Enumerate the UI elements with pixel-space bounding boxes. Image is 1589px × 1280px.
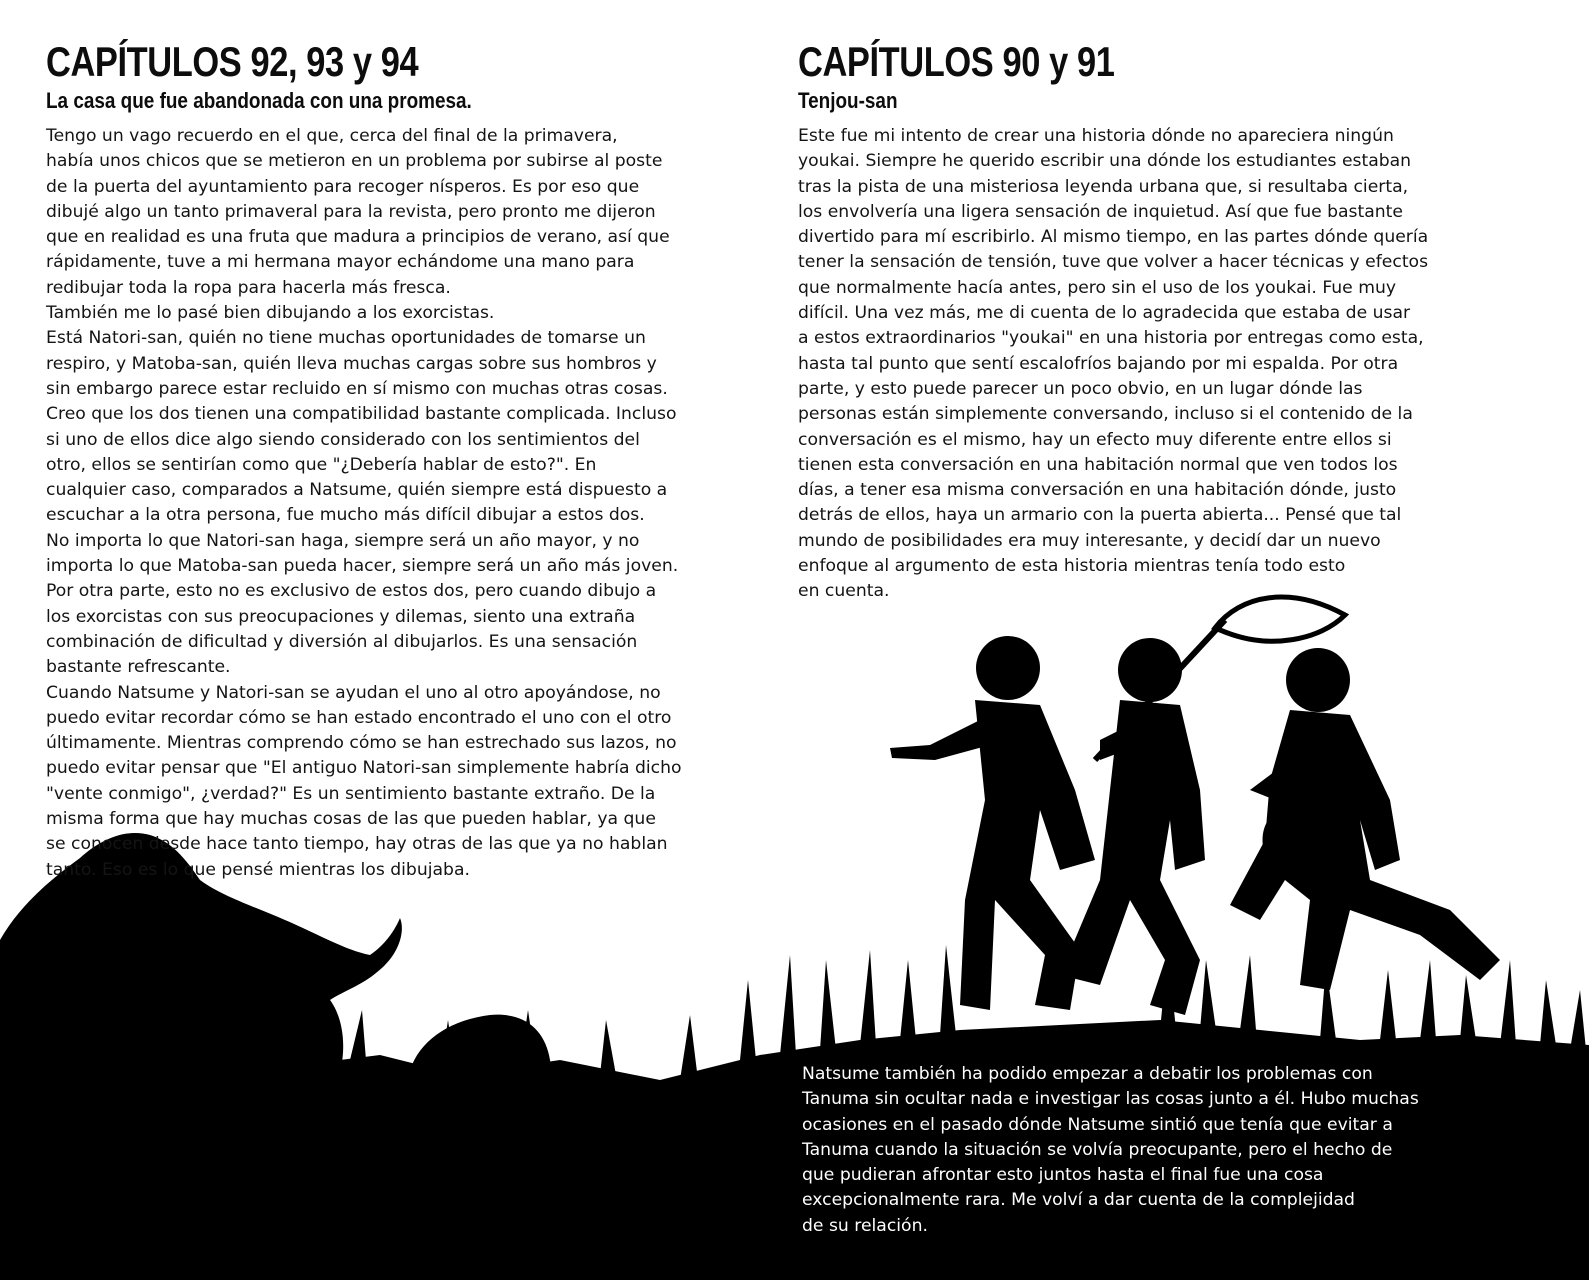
text-line: misma forma que hay muchas cosas de las que pueden hablar, ya que — [46, 809, 656, 830]
chapter-title: CAPÍTULOS 90 y 91 — [798, 38, 1115, 85]
text-line: a estos extraordinarios "youkai" en una historia por entregas como esta, — [798, 328, 1424, 349]
text-line: redibujar toda la ropa para hacerla más fresca. — [46, 277, 451, 298]
caption-line: de su relación. — [802, 1215, 928, 1236]
left-page — [0, 0, 794, 1280]
text-line: tener la sensación de tensión, tuve que volver a hacer técnicas y efectos — [798, 252, 1429, 273]
text-line: sin embargo parece estar recluido en sí mismo con muchas otras cosas. — [46, 378, 668, 399]
text-line: hasta tal punto que sentí escalofríos bajando por mi espalda. Por otra — [798, 353, 1399, 374]
text-line: otro, ellos se sentirían como que "¿Debería hablar de esto?". En — [46, 454, 597, 475]
text-line: Por otra parte, esto no es exclusivo de estos dos, pero cuando dibujo a — [46, 581, 657, 602]
chapter-commentary — [798, 124, 1488, 605]
text-line: de la puerta del ayuntamiento para recoger nísperos. Es por eso que — [46, 176, 640, 197]
text-line: en cuenta. — [798, 581, 890, 602]
text-line: se conocen desde hace tanto tiempo, hay otras de las que ya no hablan — [46, 834, 668, 855]
text-line: mundo de posibilidades era muy interesante, y decidí dar un nuevo — [798, 530, 1381, 551]
caption-line: Natsume también ha podido empezar a debatir los problemas con — [802, 1064, 1373, 1084]
text-line: "vente conmigo", ¿verdad?" Es un sentimiento bastante extraño. De la — [46, 783, 656, 804]
text-line: importa lo que Matoba-san pueda hacer, siempre será un año más joven. — [46, 556, 679, 577]
text-line: También me lo pasé bien dibujando a los exorcistas. — [46, 303, 495, 324]
text-line: últimamente. Mientras comprendo cómo se han estrechado sus lazos, no — [46, 733, 677, 754]
text-line: rápidamente, tuve a mi hermana mayor echándome una mano para — [46, 252, 635, 273]
text-line: youkai. Siempre he querido escribir una dónde los estudiantes estaban — [798, 151, 1412, 172]
text-line: personas están simplemente conversando, incluso si el contenido de la — [798, 404, 1413, 425]
text-line: No importa lo que Natori-san haga, siempre será un año mayor, y no — [46, 530, 640, 551]
text-line: enfoque al argumento de esta historia mientras tenía todo esto — [798, 556, 1346, 577]
text-line: que en realidad es una fruta que madura a principios de verano, así que — [46, 227, 670, 248]
text-line: había unos chicos que se metieron en un problema por subirse al poste — [46, 151, 663, 172]
text-line: divertido para mí escribirlo. Al mismo tiempo, en las partes dónde quería — [798, 227, 1429, 248]
text-line: tienen esta conversación en una habitación normal que ven todos los — [798, 454, 1398, 475]
caption-line: ocasiones en el pasado dónde Natsume sintió que tenía que evitar a — [802, 1114, 1393, 1135]
text-line: días, a tener esa misma conversación en una habitación dónde, justo — [798, 480, 1397, 501]
text-line: puedo evitar pensar que "El antiguo Natori-san simplemente habría dicho — [46, 758, 682, 779]
text-line: Tengo un vago recuerdo en el que, cerca del final de la primavera, — [46, 126, 618, 146]
text-line: cualquier caso, comparados a Natsume, quién siempre está dispuesto a — [46, 480, 668, 501]
image-caption — [802, 1062, 1502, 1239]
text-line: respiro, y Matoba-san, quién lleva muchas cargas sobre sus hombros y — [46, 353, 657, 374]
caption-line: excepcionalmente rara. Me volví a dar cuenta de la complejidad — [802, 1190, 1355, 1211]
text-line: que normalmente hacía antes, pero sin el uso de los youkai. Fue muy — [798, 277, 1397, 298]
caption-line: Tanuma cuando la situación se volvía preocupante, pero el hecho de — [802, 1139, 1393, 1160]
chapter-commentary — [46, 124, 736, 883]
text-line: conversación es el mismo, hay un efecto muy diferente entre ellos si — [798, 429, 1392, 450]
caption-line: que pudieran afrontar esto juntos hasta el final fue una cosa — [802, 1165, 1324, 1186]
text-line: tras la pista de una misteriosa leyenda urbana que, si resultaba cierta, — [798, 176, 1409, 197]
text-line: Este fue mi intento de crear una historia dónde no apareciera ningún — [798, 126, 1394, 146]
chapter-title: CAPÍTULOS 92, 93 y 94 — [46, 38, 419, 85]
text-line: parte, y esto puede parecer un poco obvio, en un lugar dónde las — [798, 378, 1363, 399]
text-line: los exorcistas con sus preocupaciones y dilemas, siento una extraña — [46, 606, 636, 627]
text-line: escuchar a la otra persona, fue mucho más difícil dibujar a estos dos. — [46, 505, 645, 526]
text-line: difícil. Una vez más, me di cuenta de lo agradecida que estaba de usar — [798, 303, 1411, 324]
text-line: puedo evitar recordar cómo se han estado encontrado el uno con el otro — [46, 707, 672, 728]
text-line: bastante refrescante. — [46, 657, 231, 678]
caption-line: Tanuma sin ocultar nada e investigar las cosas junto a él. Hubo muchas — [802, 1089, 1419, 1110]
chapter-subtitle: Tenjou-san — [798, 88, 898, 113]
text-line: Está Natori-san, quién no tiene muchas oportunidades de tomarse un — [46, 328, 646, 349]
text-line: dibujé algo un tanto primaveral para la revista, pero pronto me dijeron — [46, 201, 656, 222]
text-line: Creo que los dos tienen una compatibilidad bastante complicada. Incluso — [46, 404, 677, 425]
text-line: tanto. Eso es lo que pensé mientras los dibujaba. — [46, 859, 470, 880]
text-line: los envolvería una ligera sensación de inquietud. Así que fue bastante — [798, 201, 1403, 222]
text-line: combinación de dificultad y diversión al dibujarlos. Es una sensación — [46, 631, 638, 652]
chapter-subtitle: La casa que fue abandonada con una promesa. — [46, 88, 472, 113]
text-line: detrás de ellos, haya un armario con la puerta abierta... Pensé que tal — [798, 505, 1402, 526]
text-line: Cuando Natsume y Natori-san se ayudan el uno al otro apoyándose, no — [46, 682, 661, 703]
text-line: si uno de ellos dice algo siendo considerado con los sentimientos del — [46, 429, 640, 450]
